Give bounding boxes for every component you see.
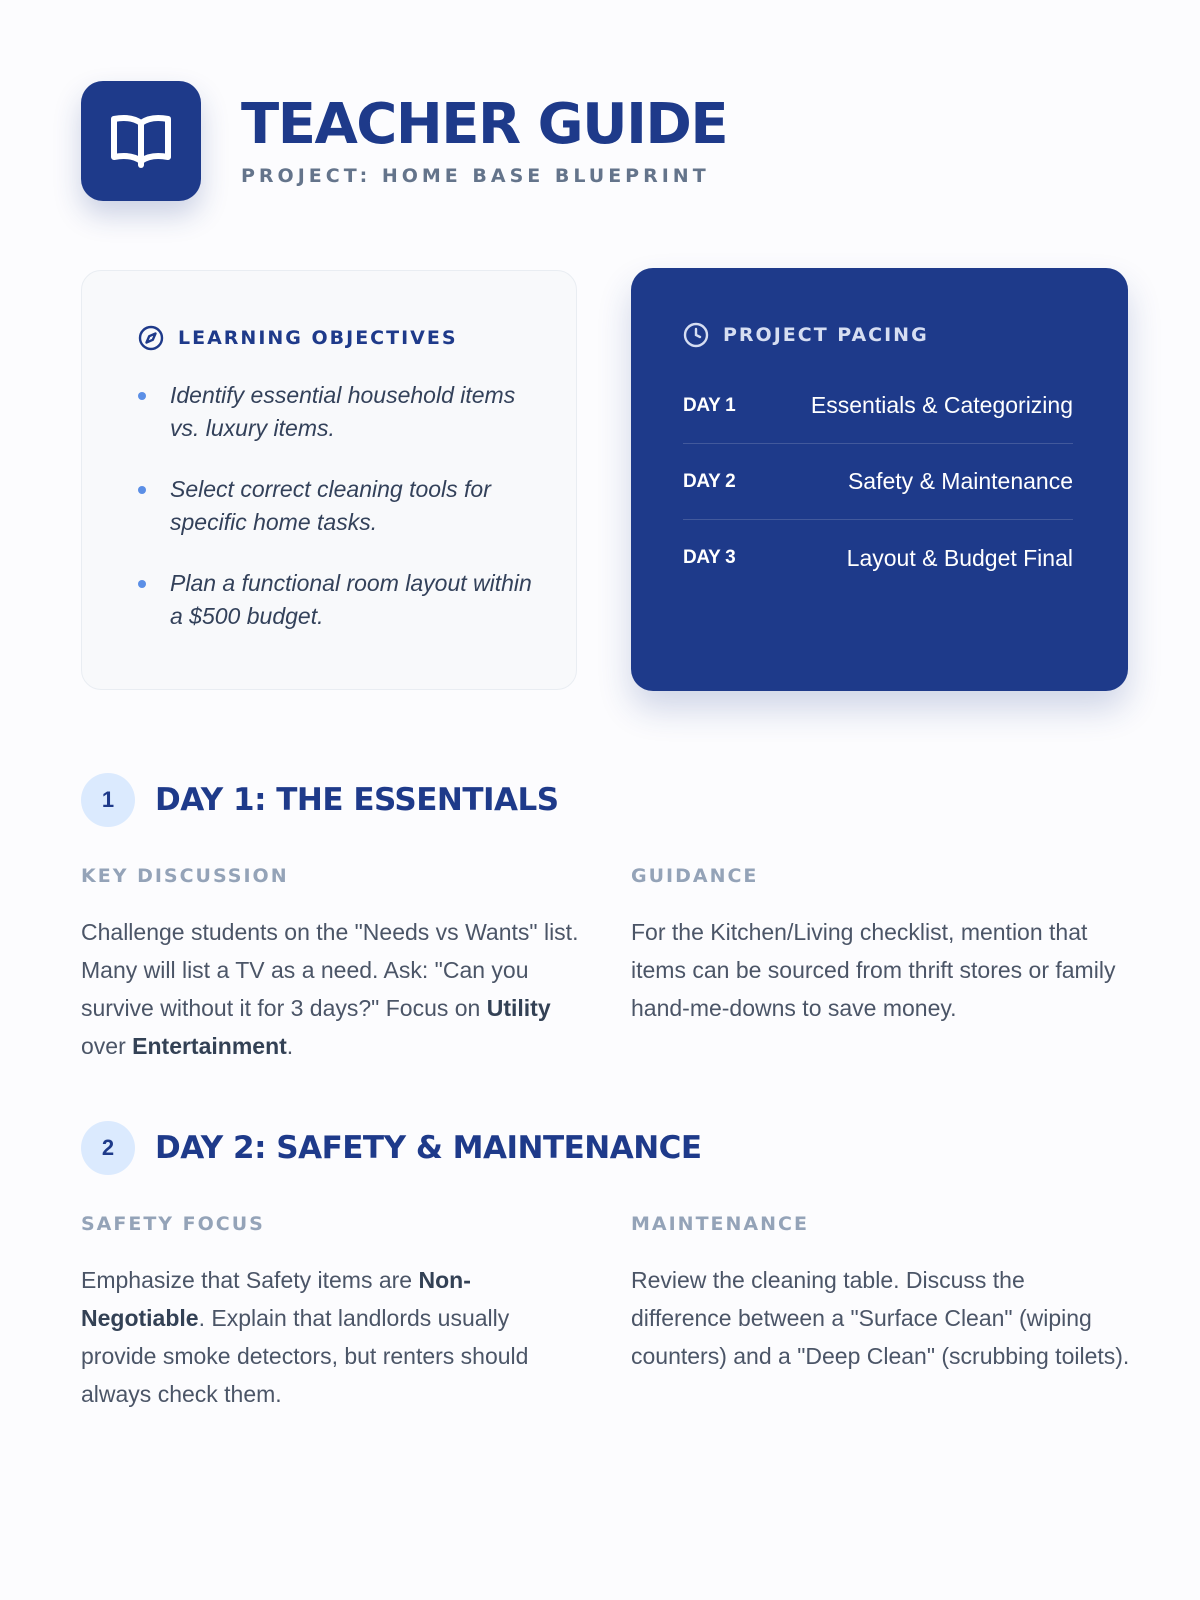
objective-item: Identify essential household items vs. luxury items.	[138, 379, 538, 445]
section-title: DAY 1: THE ESSENTIALS	[155, 782, 559, 818]
pacing-heading	[683, 322, 929, 348]
pacing-row	[683, 444, 1073, 520]
objectives-list	[138, 379, 538, 661]
page-title: TEACHER GUIDE	[241, 92, 728, 157]
day2-section	[81, 1121, 1128, 1433]
safety-focus-column	[81, 1213, 581, 1413]
pacing-heading-label: PROJECT PACING	[723, 324, 929, 346]
learning-objectives-card	[81, 270, 577, 690]
pacing-topic: Essentials & Categorizing	[810, 392, 1073, 418]
pacing-topic: Layout & Budget Final	[846, 544, 1073, 571]
section-number-badge: 1	[81, 773, 135, 827]
day2-columns	[81, 1213, 1128, 1433]
key-discussion-text: Challenge students on the "Needs vs Wants" list. Many will list a TV as a need. Ask: "Can you survive without it for 3 days?" Focus on Utility over Entertainment.	[81, 919, 579, 1059]
day1-header	[81, 773, 1128, 827]
emphasis-text: Utility	[486, 995, 551, 1021]
safety-focus-text: Emphasize that Safety items are Non-Negotiable. Explain that landlords usually provide smoke detectors, but renters should always check them.	[81, 1267, 529, 1407]
pacing-day: DAY 1	[683, 394, 736, 416]
guidance-text: For the Kitchen/Living checklist, mention that items can be sourced from thrift stores or family hand-me-downs to save money.	[631, 919, 1116, 1021]
pacing-day: DAY 2	[683, 470, 736, 492]
objectives-heading	[138, 325, 458, 351]
pacing-row	[683, 368, 1073, 444]
column-label: KEY DISCUSSION	[81, 865, 289, 887]
page-subtitle: PROJECT: HOME BASE BLUEPRINT	[241, 165, 710, 187]
objective-item: Plan a functional room layout within a $500 budget.	[138, 567, 538, 633]
column-label: SAFETY FOCUS	[81, 1213, 265, 1235]
maintenance-column	[631, 1213, 1131, 1375]
objectives-heading-label: LEARNING OBJECTIVES	[178, 327, 458, 349]
pacing-topic: Safety & Maintenance	[847, 468, 1073, 494]
column-label: MAINTENANCE	[631, 1213, 809, 1235]
pacing-day: DAY 3	[683, 547, 736, 568]
compass-icon	[138, 325, 164, 351]
maintenance-text: Review the cleaning table. Discuss the difference between a "Surface Clean" (wiping counters) and a "Deep Clean" (scrubbing toilets).	[631, 1267, 1130, 1369]
guidance-column	[631, 865, 1131, 1027]
emphasis-text: Entertainment	[132, 1033, 287, 1059]
pacing-row	[683, 520, 1073, 596]
clock-icon	[683, 322, 709, 348]
book-open-icon	[110, 113, 172, 169]
key-discussion-column	[81, 865, 581, 1065]
day2-header	[81, 1121, 1128, 1175]
section-number-badge: 2	[81, 1121, 135, 1175]
column-label: GUIDANCE	[631, 865, 759, 887]
pacing-schedule	[683, 368, 1073, 596]
section-title: DAY 2: SAFETY & MAINTENANCE	[155, 1130, 702, 1166]
page-header	[81, 81, 727, 201]
emphasis-text: Non-Negotiable	[81, 1267, 471, 1331]
project-pacing-card	[631, 268, 1128, 691]
day1-columns	[81, 865, 1128, 1085]
logo	[81, 81, 201, 201]
day1-section	[81, 773, 1128, 1085]
objective-item: Select correct cleaning tools for specific home tasks.	[138, 473, 538, 539]
